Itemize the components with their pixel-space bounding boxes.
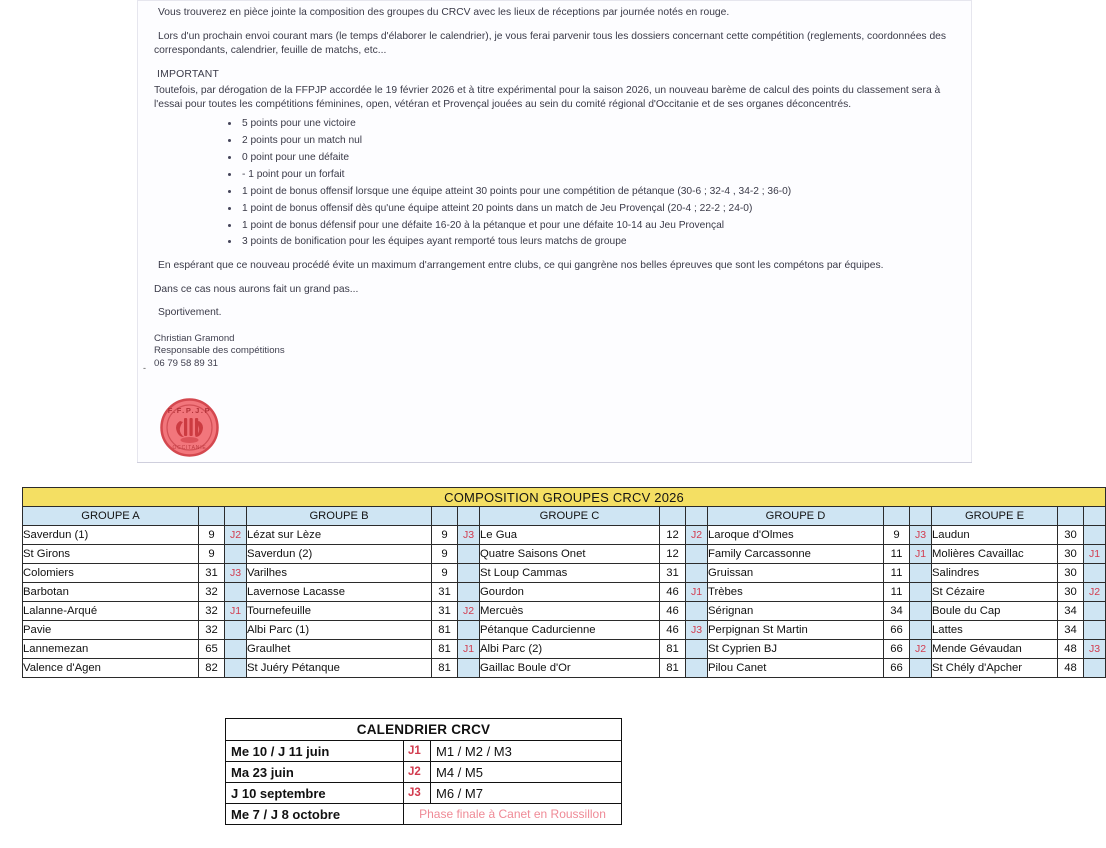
signature-block [154, 333, 958, 371]
calendar-matches: M4 / M5 [431, 762, 622, 783]
cell-team-a: Colomiers [23, 564, 199, 583]
table-title-row [23, 488, 1106, 507]
cell-team-d: Pilou Canet [708, 659, 884, 678]
cell-jtag-d: J3 [910, 526, 932, 545]
cell-team-e: St Cézaire [932, 583, 1058, 602]
cell-num-b: 9 [432, 564, 458, 583]
cell-jtag-c: J1 [686, 583, 708, 602]
cell-jtag-a [225, 640, 247, 659]
cell-num-a: 65 [199, 640, 225, 659]
group-header-e: GROUPE E [932, 507, 1058, 526]
cell-jtag-b [458, 659, 480, 678]
cell-team-d: Family Carcassonne [708, 545, 884, 564]
cell-jtag-c: J3 [686, 621, 708, 640]
letter-paragraph-3: Toutefois, par dérogation de la FFPJP accordée le 19 février 2026 et à titre expérimental pour la saison 2026, un nouveau barème de calcul des points du classement sera à l'essai pour toutes les compétitions féminines, open, vétéran et Provençal jouées au sein du comité régional d'Occitanie et de ses organes déconcentrés. [154, 84, 941, 111]
cell-team-c: St Loup Cammas [480, 564, 660, 583]
group-header-e-j-spacer [1084, 507, 1106, 526]
group-header-d-num-spacer [884, 507, 910, 526]
cell-num-c: 81 [660, 659, 686, 678]
calendar-date: Ma 23 juin [226, 762, 404, 783]
signature-name: Christian Gramond [154, 332, 235, 344]
cell-num-e: 30 [1058, 526, 1084, 545]
cell-team-b: Saverdun (2) [247, 545, 432, 564]
cell-jtag-a: J1 [225, 602, 247, 621]
cell-jtag-e [1084, 602, 1106, 621]
table-group-header-row [23, 507, 1106, 526]
cell-jtag-b: J2 [458, 602, 480, 621]
calendar-row [226, 762, 622, 783]
cell-team-d: Sérignan [708, 602, 884, 621]
cell-team-c: Le Gua [480, 526, 660, 545]
group-header-a-num-spacer [199, 507, 225, 526]
cell-num-e: 30 [1058, 564, 1084, 583]
calendar-matches: M6 / M7 [431, 783, 622, 804]
cell-num-b: 31 [432, 583, 458, 602]
cell-team-c: Albi Parc (2) [480, 640, 660, 659]
cell-jtag-c [686, 640, 708, 659]
cell-num-d: 9 [884, 526, 910, 545]
calendar-date: Me 10 / J 11 juin [226, 741, 404, 762]
cell-jtag-b [458, 564, 480, 583]
cell-num-e: 48 [1058, 659, 1084, 678]
cell-num-e: 34 [1058, 621, 1084, 640]
table-row [23, 545, 1106, 564]
cell-jtag-c [686, 545, 708, 564]
calendar-final-note: Phase finale à Canet en Roussillon [404, 804, 622, 825]
cell-team-e: Mende Gévaudan [932, 640, 1058, 659]
cell-jtag-a [225, 621, 247, 640]
cell-team-b: Graulhet [247, 640, 432, 659]
list-item: 5 points pour une victoire [242, 117, 958, 130]
table-row [23, 564, 1106, 583]
cell-num-d: 11 [884, 583, 910, 602]
table-row [23, 583, 1106, 602]
cell-team-b: Varilhes [247, 564, 432, 583]
cell-jtag-b [458, 545, 480, 564]
cell-num-d: 66 [884, 640, 910, 659]
cell-team-a: St Girons [23, 545, 199, 564]
calendar-row [226, 804, 622, 825]
cell-num-a: 31 [199, 564, 225, 583]
calendar-title-row [226, 719, 622, 741]
cell-jtag-e [1084, 526, 1106, 545]
letter-paragraph-2: Lors d'un prochain envoi courant mars (le temps d'élaborer le calendrier), je vous ferai parvenir tous les dossiers concernant cette compétition (reglements, coordonnées des correspondants, calendrier, feuille de matchs, etc... [154, 30, 947, 57]
cell-num-c: 81 [660, 640, 686, 659]
cell-team-d: Gruissan [708, 564, 884, 583]
cell-num-e: 34 [1058, 602, 1084, 621]
cell-num-b: 9 [432, 545, 458, 564]
group-header-e-num-spacer [1058, 507, 1084, 526]
cell-num-b: 81 [432, 621, 458, 640]
cell-team-c: Gaillac Boule d'Or [480, 659, 660, 678]
calendar-matches: M1 / M2 / M3 [431, 741, 622, 762]
cell-jtag-a [225, 583, 247, 602]
cell-team-d: Laroque d'Olmes [708, 526, 884, 545]
group-header-b: GROUPE B [247, 507, 432, 526]
cell-jtag-e: J1 [1084, 545, 1106, 564]
cell-team-a: Barbotan [23, 583, 199, 602]
cell-jtag-d [910, 621, 932, 640]
cell-team-a: Pavie [23, 621, 199, 640]
calendar-row [226, 741, 622, 762]
cell-num-c: 12 [660, 526, 686, 545]
group-header-b-j-spacer [458, 507, 480, 526]
cell-jtag-b [458, 621, 480, 640]
composition-title: COMPOSITION GROUPES CRCV 2026 [23, 488, 1106, 507]
group-header-a: GROUPE A [23, 507, 199, 526]
letter-paragraph-5: Dans ce cas nous aurons fait un grand pas... [154, 283, 359, 295]
cell-num-c: 31 [660, 564, 686, 583]
cell-num-a: 9 [199, 526, 225, 545]
letter-paragraph-1: Vous trouverez en pièce jointe la composition des groupes du CRCV avec les lieux de réceptions par journée notés en rouge. [158, 7, 730, 18]
cell-team-e: St Chély d'Apcher [932, 659, 1058, 678]
cell-team-d: Perpignan St Martin [708, 621, 884, 640]
cell-jtag-d [910, 602, 932, 621]
cell-jtag-b [458, 583, 480, 602]
list-item: 2 points pour un match nul [242, 134, 958, 147]
letter-paragraph-4: En espérant que ce nouveau procédé évite un maximum d'arrangement entre clubs, ce qui gangrène nos belles épreuves que sont les compétons par équipes. [158, 259, 884, 271]
list-item: 3 points de bonification pour les équipes ayant remporté tous leurs matchs de groupe [242, 235, 958, 248]
group-header-c-j-spacer [686, 507, 708, 526]
cell-num-e: 30 [1058, 545, 1084, 564]
list-item: - 1 point pour un forfait [242, 168, 958, 181]
group-header-c-num-spacer [660, 507, 686, 526]
cell-team-e: Salindres [932, 564, 1058, 583]
cell-num-e: 30 [1058, 583, 1084, 602]
group-header-a-j-spacer [225, 507, 247, 526]
group-header-c: GROUPE C [480, 507, 660, 526]
ffpjp-logo-icon [160, 398, 219, 457]
cell-num-d: 34 [884, 602, 910, 621]
letter-body [154, 0, 958, 371]
table-row [23, 602, 1106, 621]
cell-num-a: 32 [199, 602, 225, 621]
cell-num-c: 46 [660, 583, 686, 602]
cell-team-c: Mercuès [480, 602, 660, 621]
cell-num-d: 11 [884, 564, 910, 583]
cell-jtag-b: J1 [458, 640, 480, 659]
cell-num-b: 9 [432, 526, 458, 545]
cell-team-e: Laudun [932, 526, 1058, 545]
cell-num-b: 31 [432, 602, 458, 621]
cell-num-a: 9 [199, 545, 225, 564]
cell-team-e: Boule du Cap [932, 602, 1058, 621]
cell-jtag-c [686, 659, 708, 678]
scanned-letter-page [137, 0, 972, 463]
cell-jtag-b: J3 [458, 526, 480, 545]
cell-team-b: Albi Parc (1) [247, 621, 432, 640]
cell-num-c: 46 [660, 602, 686, 621]
cell-team-b: Lavernose Lacasse [247, 583, 432, 602]
cell-jtag-e [1084, 621, 1106, 640]
calendar-title: CALENDRIER CRCV [226, 719, 622, 741]
cell-team-c: Pétanque Cadurcienne [480, 621, 660, 640]
cell-team-d: St Cyprien BJ [708, 640, 884, 659]
cell-team-c: Gourdon [480, 583, 660, 602]
scan-dash-mark: - [143, 363, 146, 373]
cell-jtag-e [1084, 564, 1106, 583]
cell-jtag-c [686, 564, 708, 583]
svg-text:F.F.P.J.P: F.F.P.J.P [167, 406, 212, 415]
cell-jtag-e [1084, 659, 1106, 678]
cell-jtag-a [225, 545, 247, 564]
cell-team-d: Trèbes [708, 583, 884, 602]
cell-jtag-a: J2 [225, 526, 247, 545]
scoring-rules-list [154, 117, 958, 249]
cell-num-d: 66 [884, 621, 910, 640]
table-row [23, 659, 1106, 678]
calendar-date: J 10 septembre [226, 783, 404, 804]
cell-jtag-d [910, 659, 932, 678]
composition-groupes-table [22, 487, 1106, 678]
table-row [23, 621, 1106, 640]
cell-team-a: Saverdun (1) [23, 526, 199, 545]
cell-team-a: Lalanne-Arqué [23, 602, 199, 621]
signature-role: Responsable des compétitions [154, 345, 285, 357]
cell-num-a: 32 [199, 621, 225, 640]
cell-num-a: 32 [199, 583, 225, 602]
list-item: 1 point de bonus offensif lorsque une équipe atteint 30 points pour une compétition de pétanque (30-6 ; 32-4 , 34-2 ; 36-0) [242, 185, 958, 198]
calendrier-crcv-table [225, 718, 622, 825]
signature-phone: 06 79 58 89 31 [154, 358, 219, 370]
cell-team-a: Lannemezan [23, 640, 199, 659]
important-label: IMPORTANT [157, 68, 220, 80]
calendar-jtag: J1 [404, 741, 431, 762]
letter-closing: Sportivement. [158, 307, 222, 319]
cell-jtag-c: J2 [686, 526, 708, 545]
calendar-row [226, 783, 622, 804]
list-item: 1 point de bonus offensif dès qu'une équipe atteint 20 points dans un match de Jeu Provençal (20-4 ; 22-2 ; 24-0) [242, 202, 958, 215]
cell-num-c: 46 [660, 621, 686, 640]
cell-num-b: 81 [432, 640, 458, 659]
cell-team-e: Molières Cavaillac [932, 545, 1058, 564]
cell-team-a: Valence d'Agen [23, 659, 199, 678]
cell-jtag-d: J1 [910, 545, 932, 564]
cell-num-d: 66 [884, 659, 910, 678]
cell-num-a: 82 [199, 659, 225, 678]
cell-jtag-e: J3 [1084, 640, 1106, 659]
cell-jtag-c [686, 602, 708, 621]
cell-jtag-d [910, 583, 932, 602]
cell-team-b: Tournefeuille [247, 602, 432, 621]
group-header-d: GROUPE D [708, 507, 884, 526]
cell-team-b: St Juéry Pétanque [247, 659, 432, 678]
svg-text:OCCITANIE: OCCITANIE [172, 445, 207, 451]
calendar-jtag: J3 [404, 783, 431, 804]
table-row [23, 526, 1106, 545]
cell-num-e: 48 [1058, 640, 1084, 659]
list-item: 1 point de bonus défensif pour une défaite 16-20 à la pétanque et pour une défaite 10-14 au Jeu Provençal [242, 219, 958, 232]
cell-jtag-e: J2 [1084, 583, 1106, 602]
calendar-jtag: J2 [404, 762, 431, 783]
cell-team-e: Lattes [932, 621, 1058, 640]
cell-num-b: 81 [432, 659, 458, 678]
cell-jtag-a: J3 [225, 564, 247, 583]
calendar-date: Me 7 / J 8 octobre [226, 804, 404, 825]
list-item: 0 point pour une défaite [242, 151, 958, 164]
cell-jtag-d [910, 564, 932, 583]
table-row [23, 640, 1106, 659]
cell-team-b: Lézat sur Lèze [247, 526, 432, 545]
cell-num-d: 11 [884, 545, 910, 564]
cell-team-c: Quatre Saisons Onet [480, 545, 660, 564]
group-header-d-j-spacer [910, 507, 932, 526]
cell-num-c: 12 [660, 545, 686, 564]
group-header-b-num-spacer [432, 507, 458, 526]
cell-jtag-a [225, 659, 247, 678]
cell-jtag-d: J2 [910, 640, 932, 659]
